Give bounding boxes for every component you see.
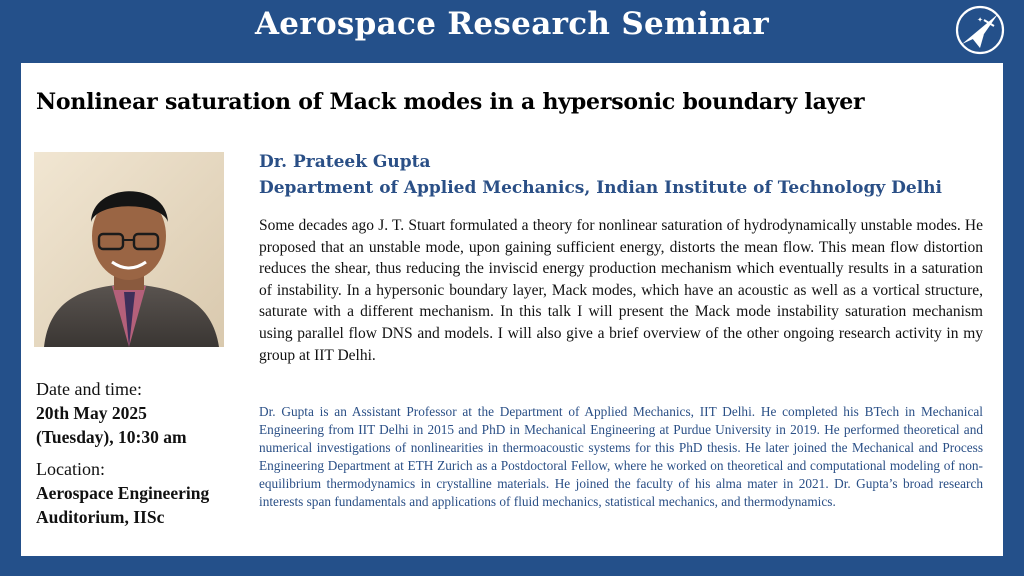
- speaker-photo: [34, 152, 224, 347]
- speaker-affiliation: Department of Applied Mechanics, Indian Institute of Technology Delhi: [259, 178, 942, 198]
- location-label: Location:: [36, 459, 105, 479]
- talk-abstract: Some decades ago J. T. Stuart formulated a theory for nonlinear saturation of hydrodynamically unstable modes. He proposed that an unstable mode, upon gaining sufficient energy, distorts the mean flow. This mean flow distortion reduces the shear, thus reducing the inviscid energy production mechanism which eventually results in a saturation of instability. In a hypersonic boundary layer, Mack modes, which have an acoustic as well as a vortical structure, saturate with a different mechanism. In this talk I will present the Mack mode instability saturation mechanism using parallel flow DNS and models. I will also give a brief overview of the other ongoing research activity in my group at IIT Delhi.: [259, 217, 983, 364]
- speaker-bio: Dr. Gupta is an Assistant Professor at the Department of Applied Mechanics, IIT Delhi. He completed his BTech in Mechanical Engineering from IIT Delhi in 2015 and PhD in Mechanical Engineering at Purdue University in 2019. He performed theoretical and numerical investigations of nonlinearities in thermoacoustic systems for this PhD thesis. He later joined the Mechanical and Process Engineering Department at ETH Zurich as a Postdoctoral Fellow, where he worked on theoretical and computational modeling of non-equilibrium thermodynamics in crystalline materials. He joined the faculty of his alma mater in 2021. Dr. Gupta’s broad research interests span fundamentals and applications of fluid mechanics, statistical mechanics, and thermodynamics.: [259, 404, 983, 510]
- date-value-line1: 20th May 2025: [36, 403, 147, 423]
- speaker-block: [259, 149, 989, 201]
- spacer: [36, 449, 251, 457]
- location-value-line1: Aerospace Engineering: [36, 483, 210, 503]
- date-label: Date and time:: [36, 379, 142, 399]
- aircraft-emblem-icon: [954, 4, 1006, 56]
- date-value-line2: (Tuesday), 10:30 am: [36, 427, 187, 447]
- seminar-card: [21, 63, 1003, 556]
- talk-title: Nonlinear saturation of Mack modes in a hypersonic boundary layer: [36, 89, 865, 115]
- location-value-line2: Auditorium, IISc: [36, 507, 165, 527]
- svg-text:✦: ✦: [977, 16, 983, 24]
- speaker-name: Dr. Prateek Gupta: [259, 152, 431, 172]
- event-details: [36, 377, 251, 529]
- banner-title: Aerospace Research Seminar: [254, 6, 770, 42]
